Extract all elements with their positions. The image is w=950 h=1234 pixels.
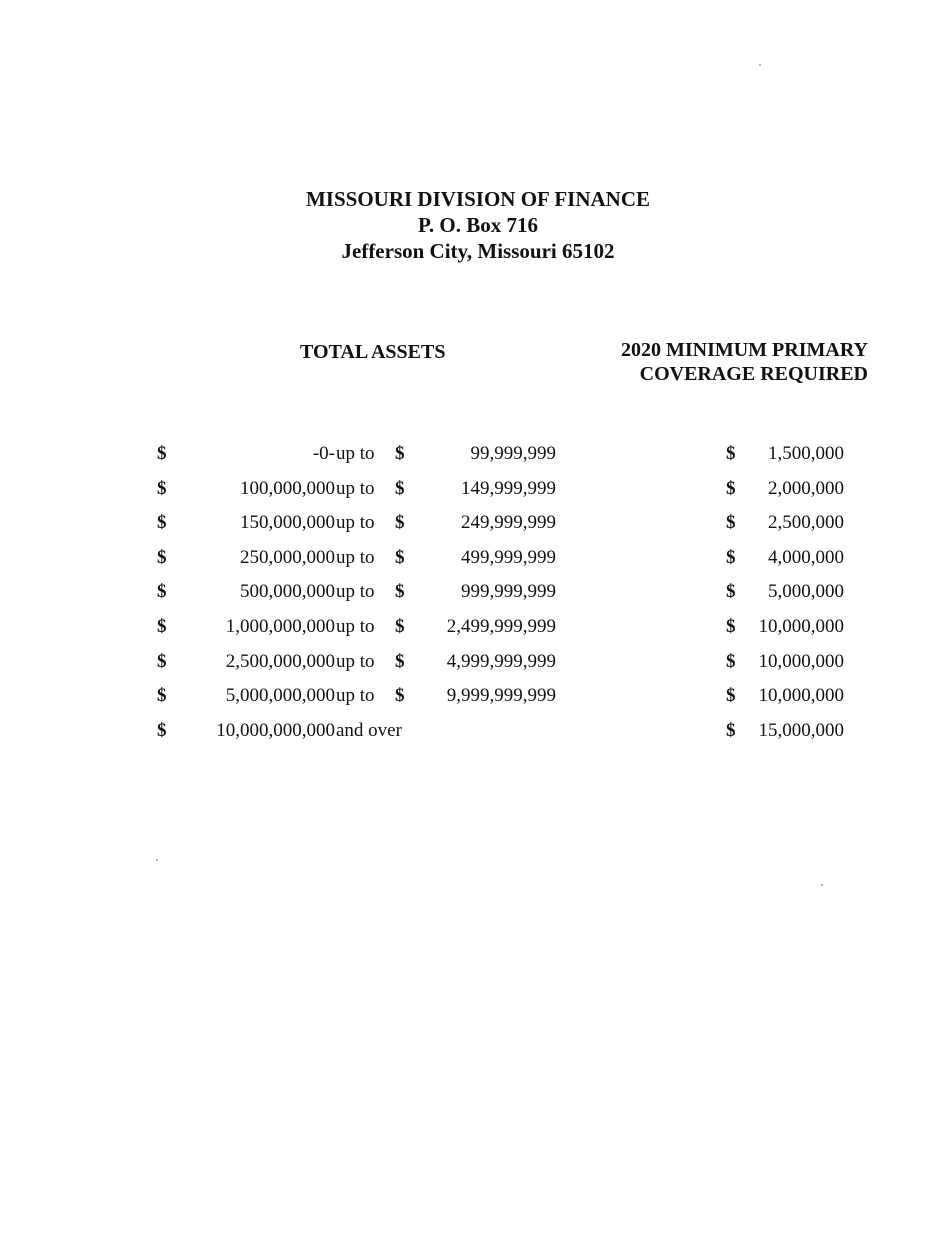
- assets-from: 10,000,000,000: [216, 719, 335, 741]
- coverage-amount: 10,000,000: [758, 650, 844, 672]
- assets-from: 5,000,000,000: [225, 685, 335, 707]
- coverage-heading-line1: 2020 MINIMUM PRIMARY: [620, 339, 868, 361]
- range-operator: up to: [336, 650, 375, 672]
- dollar-sign: $: [157, 477, 167, 499]
- dollar-sign: $: [395, 512, 405, 534]
- range-operator: up to: [336, 581, 375, 603]
- range-operator: and over: [336, 719, 402, 741]
- dollar-sign: $: [395, 477, 405, 499]
- coverage-amount: 1,500,000: [768, 443, 844, 464]
- range-operator: up to: [336, 615, 375, 637]
- assets-to: 2,499,999,999: [446, 615, 556, 637]
- table-row: [0, 506, 950, 541]
- coverage-heading: [621, 338, 868, 386]
- coverage-amount: 10,000,000: [758, 615, 844, 637]
- table-row: [0, 437, 950, 472]
- table-row: [0, 610, 950, 645]
- assets-from: -0-: [312, 443, 335, 464]
- dollar-sign: $: [726, 443, 736, 464]
- dollar-sign: $: [395, 650, 405, 672]
- range-operator: up to: [336, 512, 375, 534]
- assets-to: 149,999,999: [461, 477, 556, 499]
- scan-speck: [156, 859, 158, 861]
- dollar-sign: $: [726, 650, 736, 672]
- table-row: [0, 645, 950, 680]
- dollar-sign: $: [726, 512, 736, 534]
- table-row: [0, 679, 950, 714]
- range-operator: up to: [336, 546, 375, 568]
- assets-from: 1,000,000,000: [225, 615, 335, 637]
- dollar-sign: $: [726, 546, 736, 568]
- dollar-sign: $: [395, 443, 405, 464]
- assets-from: 150,000,000: [240, 512, 335, 534]
- dollar-sign: $: [157, 546, 167, 568]
- assets-to: 249,999,999: [461, 512, 556, 534]
- letterhead: [0, 186, 950, 264]
- dollar-sign: $: [726, 477, 736, 499]
- table-row: [0, 472, 950, 507]
- total-assets-heading: TOTAL ASSETS: [300, 341, 446, 363]
- assets-from: 500,000,000: [240, 581, 335, 603]
- coverage-amount: 2,500,000: [768, 512, 844, 534]
- assets-from: 250,000,000: [240, 546, 335, 568]
- assets-to: 999,999,999: [461, 581, 556, 603]
- coverage-amount: 10,000,000: [758, 685, 844, 707]
- po-box: P. O. Box 716: [418, 213, 538, 237]
- dollar-sign: $: [157, 581, 167, 603]
- dollar-sign: $: [395, 581, 405, 603]
- range-operator: up to: [336, 685, 375, 707]
- coverage-table: [0, 437, 950, 748]
- dollar-sign: $: [157, 512, 167, 534]
- dollar-sign: $: [726, 615, 736, 637]
- city-state-zip: Jefferson City, Missouri 65102: [341, 239, 615, 263]
- assets-from: 100,000,000: [240, 477, 335, 499]
- coverage-amount: 15,000,000: [758, 719, 844, 741]
- dollar-sign: $: [395, 685, 405, 707]
- range-operator: up to: [336, 443, 375, 464]
- table-row: [0, 575, 950, 610]
- assets-to: 499,999,999: [461, 546, 556, 568]
- scan-speck: [759, 64, 761, 66]
- assets-to: 99,999,999: [470, 443, 556, 464]
- dollar-sign: $: [157, 685, 167, 707]
- table-row: [0, 714, 950, 749]
- coverage-amount: 5,000,000: [768, 581, 844, 603]
- assets-to: 4,999,999,999: [446, 650, 556, 672]
- dollar-sign: $: [395, 615, 405, 637]
- dollar-sign: $: [726, 719, 736, 741]
- dollar-sign: $: [157, 615, 167, 637]
- coverage-amount: 4,000,000: [768, 546, 844, 568]
- coverage-heading-line2: COVERAGE REQUIRED: [639, 363, 868, 385]
- dollar-sign: $: [157, 443, 167, 464]
- assets-from: 2,500,000,000: [225, 650, 335, 672]
- dollar-sign: $: [726, 581, 736, 603]
- range-operator: up to: [336, 477, 375, 499]
- coverage-amount: 2,000,000: [768, 477, 844, 499]
- assets-to: 9,999,999,999: [446, 685, 556, 707]
- dollar-sign: $: [157, 719, 167, 741]
- dollar-sign: $: [726, 685, 736, 707]
- dollar-sign: $: [157, 650, 167, 672]
- org-name: MISSOURI DIVISION OF FINANCE: [305, 187, 651, 211]
- scan-speck: [821, 884, 823, 886]
- dollar-sign: $: [395, 546, 405, 568]
- table-row: [0, 541, 950, 576]
